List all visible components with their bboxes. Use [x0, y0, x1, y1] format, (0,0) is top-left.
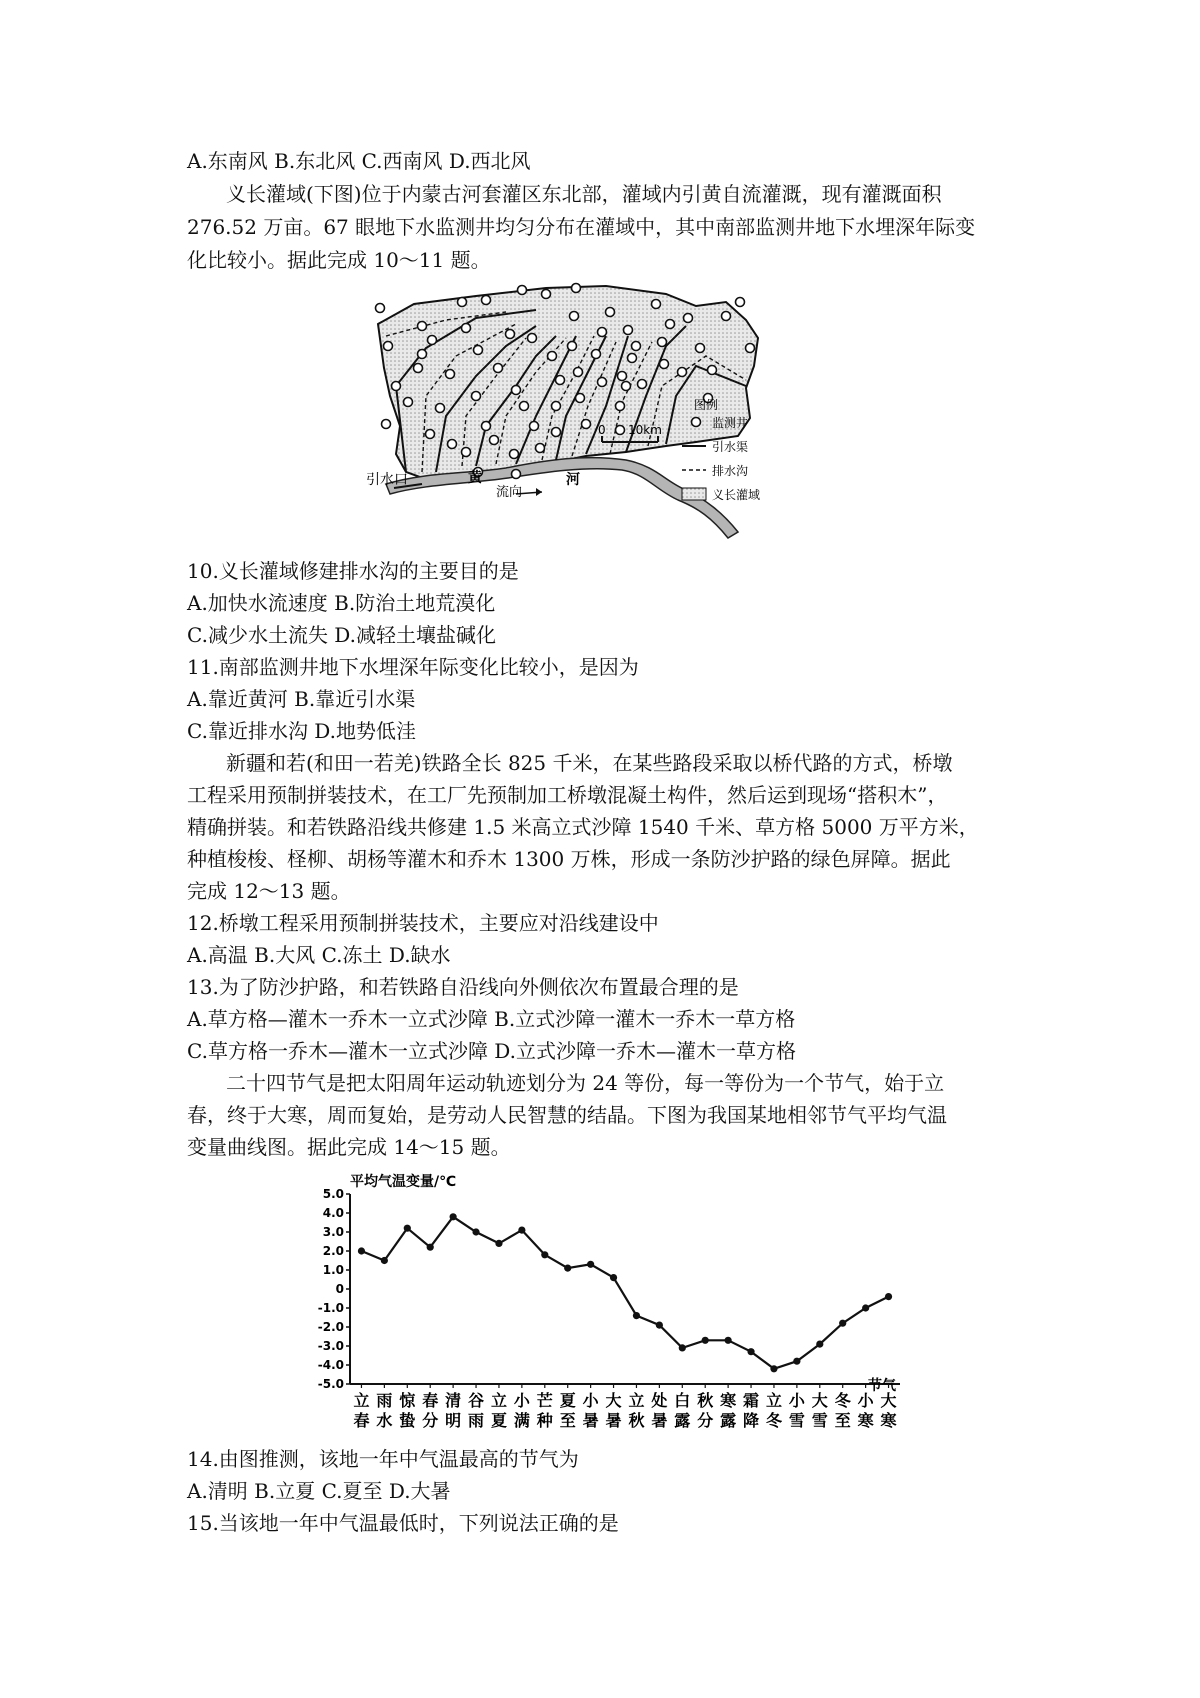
- series-line: [362, 1217, 889, 1369]
- x-tick-label: [789, 1391, 806, 1430]
- data-point: [702, 1337, 709, 1344]
- passage3-line-1: 二十四节气是把太阳周年运动轨迹划分为 24 等份，每一等份为一个节气，始于立: [226, 1071, 945, 1095]
- data-point: [587, 1261, 594, 1268]
- legend-item-drain: 排水沟: [712, 464, 749, 478]
- q10-stem: 10.义长灌域修建排水沟的主要目的是: [187, 559, 519, 583]
- q15-stem: 15.当该地一年中气温最低时，下列说法正确的是: [187, 1511, 619, 1535]
- q10-options-2: C.减少水土流失 D.减轻土壤盐碱化: [187, 623, 496, 647]
- x-tick-label: [628, 1391, 644, 1430]
- x-tick-label: [536, 1391, 553, 1430]
- x-tick-char: 寒: [857, 1411, 874, 1430]
- x-tick-char: 秋: [697, 1391, 714, 1410]
- label-flow: 流向: [496, 485, 523, 500]
- x-tick-label: [766, 1391, 783, 1430]
- x-tick-char: 雨: [376, 1391, 393, 1410]
- x-tick-label: [881, 1391, 897, 1430]
- x-tick-char: 水: [376, 1411, 393, 1430]
- x-tick-label: [651, 1391, 667, 1430]
- x-tick-char: 白: [674, 1391, 691, 1410]
- x-tick-char: 立: [490, 1391, 507, 1410]
- scale-zero: 0: [598, 423, 606, 437]
- x-tick-char: 春: [422, 1391, 439, 1410]
- x-tick-label: [353, 1391, 369, 1430]
- x-tick-char: 分: [697, 1411, 714, 1430]
- data-point: [541, 1251, 548, 1258]
- chart-axes: [350, 1194, 900, 1384]
- x-tick-char: 小: [513, 1391, 530, 1410]
- x-tick-char: 秋: [628, 1411, 645, 1430]
- q10-options-1: A.加快水流速度 B.防治土地荒漠化: [187, 591, 496, 615]
- x-tick-char: 春: [353, 1411, 370, 1430]
- q13-options-2: C.草方格一乔木—灌木一立式沙障 D.立式沙障一乔木—灌木一草方格: [187, 1039, 796, 1063]
- data-point: [793, 1358, 800, 1365]
- x-tick-label: [560, 1391, 576, 1430]
- label-he: 河: [566, 472, 580, 488]
- label-huang: 黄: [468, 470, 482, 486]
- passage2-line-5: 完成 12～13 题。: [187, 879, 351, 903]
- x-tick-char: 小: [582, 1391, 599, 1410]
- x-tick-label: [835, 1391, 852, 1430]
- q14-options: A.清明 B.立夏 C.夏至 D.大暑: [187, 1479, 451, 1503]
- x-tick-char: 降: [743, 1411, 760, 1430]
- data-point: [747, 1348, 754, 1355]
- y-tick-label: -3.0: [317, 1339, 344, 1353]
- label-intake: 引水口: [366, 472, 408, 488]
- passage1-line-1: 义长灌域(下图)位于内蒙古河套灌区东北部，灌域内引黄自流灌溉，现有灌溉面积: [226, 182, 942, 206]
- x-tick-char: 大: [605, 1391, 622, 1410]
- x-tick-label: [743, 1391, 759, 1430]
- x-tick-char: 满: [513, 1411, 530, 1430]
- irrigation-map: [366, 276, 846, 554]
- x-tick-char: 夏: [490, 1411, 507, 1430]
- q12-options: A.高温 B.大风 C.冻土 D.缺水: [187, 943, 451, 967]
- data-point: [381, 1257, 388, 1264]
- legend-item-region: 义长灌域: [712, 488, 761, 502]
- y-tick-label: 3.0: [322, 1225, 344, 1239]
- x-tick-char: 立: [765, 1391, 782, 1410]
- y-tick-label: 5.0: [322, 1187, 344, 1201]
- flow-arrowhead: [536, 488, 542, 496]
- data-point: [564, 1265, 571, 1272]
- data-point: [725, 1337, 732, 1344]
- irrigation-map-svg: [366, 276, 846, 554]
- q14-stem: 14.由图推测，该地一年中气温最高的节气为: [187, 1447, 579, 1471]
- data-point: [472, 1228, 479, 1235]
- x-tick-label: [858, 1391, 875, 1430]
- x-tick-char: 谷: [468, 1391, 485, 1410]
- y-tick-label: 0: [335, 1282, 344, 1296]
- x-tick-char: 雨: [468, 1411, 485, 1430]
- x-tick-label: [398, 1391, 416, 1430]
- temperature-chart-svg: [310, 1172, 910, 1442]
- y-tick-label: 1.0: [322, 1263, 344, 1277]
- x-tick-char: 芒: [536, 1391, 553, 1410]
- chart-y-ticks: [318, 1187, 350, 1391]
- x-tick-label: [422, 1391, 438, 1430]
- data-point: [450, 1213, 457, 1220]
- data-point: [770, 1365, 777, 1372]
- x-axis-label: 节气: [868, 1378, 896, 1394]
- x-tick-char: 明: [445, 1411, 462, 1430]
- x-tick-char: 寒: [720, 1391, 737, 1410]
- data-point: [495, 1240, 502, 1247]
- passage3-line-3: 变量曲线图。据此完成 14～15 题。: [187, 1135, 511, 1159]
- q9-options: A.东南风 B.东北风 C.西南风 D.西北风: [187, 149, 531, 173]
- x-tick-label: [720, 1391, 736, 1430]
- x-tick-char: 立: [628, 1391, 645, 1410]
- legend-well-icon: [692, 418, 701, 427]
- data-point: [679, 1344, 686, 1351]
- q13-options-1: A.草方格—灌木一乔木一立式沙障 B.立式沙障一灌木一乔木一草方格: [187, 1007, 796, 1031]
- x-tick-char: 至: [834, 1411, 851, 1430]
- passage2-line-3: 精确拼装。和若铁路沿线共修建 1.5 米高立式沙障 1540 千米、草方格 5000 万平方米，: [187, 815, 979, 839]
- y-tick-label: 2.0: [322, 1244, 344, 1258]
- data-point: [404, 1225, 411, 1232]
- x-tick-char: 露: [674, 1411, 691, 1430]
- data-point: [633, 1312, 640, 1319]
- x-tick-char: 小: [788, 1391, 805, 1410]
- x-tick-char: 大: [880, 1391, 897, 1410]
- x-tick-label: [697, 1391, 713, 1430]
- legend-item-well: 监测井: [712, 416, 749, 430]
- x-tick-label: [514, 1391, 531, 1430]
- x-tick-label: [376, 1391, 392, 1430]
- x-tick-char: 暑: [582, 1411, 599, 1430]
- x-tick-label: [606, 1391, 622, 1430]
- q11-options-1: A.靠近黄河 B.靠近引水渠: [187, 687, 416, 711]
- x-tick-char: 露: [720, 1411, 737, 1430]
- x-tick-char: 暑: [605, 1411, 622, 1430]
- passage2-line-4: 种植梭梭、柽柳、胡杨等灌木和乔木 1300 万株，形成一条防沙护路的绿色屏障。据此: [187, 847, 951, 871]
- data-point: [885, 1293, 892, 1300]
- legend-region-icon: [682, 488, 706, 500]
- data-point: [518, 1227, 525, 1234]
- x-tick-char: 立: [353, 1391, 370, 1410]
- data-point: [816, 1341, 823, 1348]
- q11-options-2: C.靠近排水沟 D.地势低洼: [187, 719, 416, 743]
- x-tick-char: 小: [857, 1391, 874, 1410]
- x-tick-char: 雪: [788, 1411, 805, 1430]
- x-tick-char: 冬: [834, 1391, 851, 1410]
- q12-stem: 12.桥墩工程采用预制拼装技术，主要应对沿线建设中: [187, 911, 659, 935]
- x-tick-char: 寒: [880, 1411, 897, 1430]
- q11-stem: 11.南部监测井地下水埋深年际变化比较小，是因为: [187, 655, 639, 679]
- q13-stem: 13.为了防沙护路，和若铁路自沿线向外侧依次布置最合理的是: [187, 975, 739, 999]
- y-tick-label: -5.0: [317, 1377, 344, 1391]
- x-tick-char: 至: [559, 1411, 576, 1430]
- x-tick-label: [491, 1391, 507, 1430]
- data-point: [839, 1320, 846, 1327]
- y-tick-label: 4.0: [322, 1206, 344, 1220]
- y-tick-label: -4.0: [317, 1358, 344, 1372]
- y-tick-label: -1.0: [317, 1301, 344, 1315]
- x-tick-label: [468, 1391, 484, 1430]
- x-tick-char: 雪: [811, 1411, 828, 1430]
- x-tick-label: [674, 1391, 690, 1430]
- x-tick-char: 冬: [765, 1411, 782, 1430]
- passage1-line-2: 276.52 万亩。67 眼地下水监测井均匀分布在灌域中，其中南部监测井地下水埋深年际变: [187, 215, 976, 239]
- passage3-line-2: 春，终于大寒，周而复始，是劳动人民智慧的结晶。下图为我国某地相邻节气平均气温: [187, 1103, 947, 1127]
- chart-x-ticks: [353, 1384, 896, 1430]
- passage2-line-2: 工程采用预制拼装技术，在工厂先预制加工桥墩混凝土构件，然后运到现场“搭积木”，: [187, 783, 948, 807]
- x-tick-char: 夏: [559, 1391, 576, 1410]
- x-tick-label: [812, 1391, 828, 1430]
- x-tick-char: 惊: [399, 1391, 416, 1410]
- x-tick-char: 分: [422, 1411, 439, 1430]
- x-tick-char: 霜: [743, 1391, 760, 1410]
- x-tick-char: 暑: [651, 1411, 668, 1430]
- x-tick-char: 清: [445, 1391, 462, 1410]
- temperature-chart: [310, 1172, 910, 1442]
- legend-item-canal: 引水渠: [712, 440, 749, 454]
- data-point: [427, 1244, 434, 1251]
- passage1-line-3: 化比较小。据此完成 10～11 题。: [187, 248, 491, 272]
- x-tick-char: 处: [651, 1391, 668, 1410]
- legend-title: 图例: [694, 398, 719, 412]
- data-point: [656, 1322, 663, 1329]
- y-axis-label: 平均气温变量/℃: [350, 1174, 457, 1190]
- x-tick-label: [583, 1391, 600, 1430]
- x-tick-label: [445, 1391, 461, 1430]
- x-tick-char: 种: [536, 1411, 553, 1430]
- data-point: [610, 1274, 617, 1281]
- data-point: [862, 1304, 869, 1311]
- y-tick-label: -2.0: [317, 1320, 344, 1334]
- data-point: [358, 1247, 365, 1254]
- passage2-line-1: 新疆和若(和田一若羌)铁路全长 825 千米，在某些路段采取以桥代路的方式，桥墩: [226, 751, 953, 775]
- x-tick-char: 大: [811, 1391, 828, 1410]
- x-tick-char: 蛰: [399, 1411, 416, 1430]
- scale-label: 10km: [628, 423, 662, 437]
